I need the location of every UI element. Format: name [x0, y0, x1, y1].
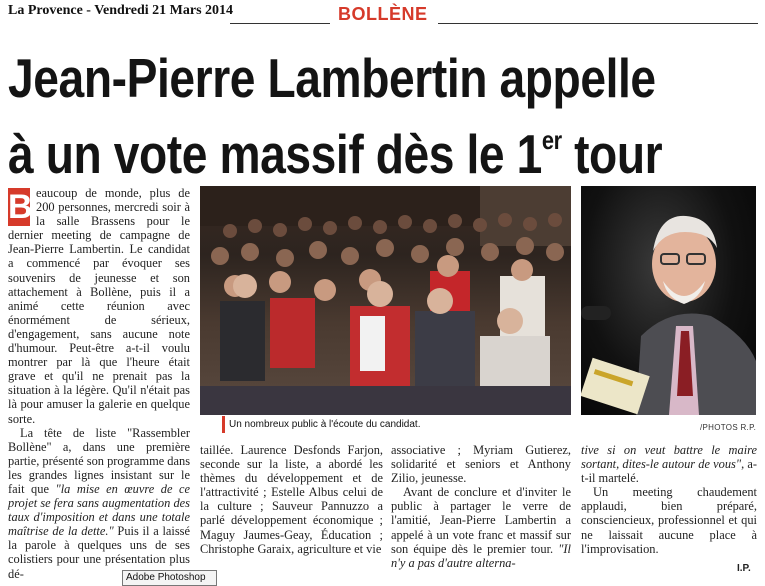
headline-line-2-end: tour	[561, 123, 663, 185]
article-quote: tive si on veut battre le maire sortant, dites-le autour de vous"	[581, 443, 757, 472]
headline-superscript: er	[541, 125, 562, 155]
article-paragraph	[8, 426, 190, 581]
article-text: , a-t-il martelé.	[581, 457, 758, 486]
photoshop-tooltip[interactable]: Adobe Photoshop	[122, 570, 217, 586]
article-column-1	[8, 186, 190, 581]
article-column-4	[581, 443, 757, 556]
headline-line-2	[8, 110, 662, 184]
article-paragraph	[391, 485, 571, 570]
audience-illustration	[200, 186, 571, 415]
headline-line-2-text: à un vote massif dès le 1	[8, 123, 542, 185]
author-signature: I.P.	[737, 563, 751, 574]
section-label: BOLLÈNE	[338, 4, 428, 24]
article-paragraph	[8, 186, 190, 426]
photo-credit: /PHOTOS R.P.	[700, 423, 757, 432]
article-text: Puis il a laissé la parole à quelques uns de ses colistiers pour une présentation plus dé-	[8, 524, 191, 581]
header-rule-left	[230, 23, 330, 24]
article-column-2	[200, 443, 383, 556]
article-paragraph	[581, 443, 757, 485]
article-text: La tête de liste "Rassembler Bollène" a, dans une première partie, présenté son programme dans les grandes lignes insistant sur le fait que	[8, 425, 191, 496]
header-rule-right	[438, 23, 758, 24]
article-text: eaucoup de monde, plus de 200 personnes, mercredi soir à la salle Brassens pour le dernier meeting de campagne de Jean-Pierre Lambertin. Le candidat a commencé par évoquer ses souvenirs de jeunesse et son attachement à Bollène, puis il a animé cette réunion avec énormément de sérieux, d'engagement, sans aucune note d'humour. Peut-être a-t-il voulu montrer par là que l'heure était grave et qu'il ne prenait pas la situation à la légère. Qu'il n'était pas là pour amuser la galerie en quelque sorte.	[8, 186, 190, 426]
drop-cap: B	[8, 188, 33, 226]
caption-accent-bar	[222, 416, 225, 433]
speaker-illustration	[581, 186, 756, 415]
article-quote: "la mise en œuvre de ce projet se fera sans augmentation des taux d'imposition et dans une totale maîtrise de la dette."	[8, 481, 190, 539]
article-column-3	[391, 443, 571, 570]
speaker-photo	[581, 186, 756, 415]
headline-line-1: Jean-Pierre Lambertin appelle	[8, 47, 656, 109]
article-text: associative ; Myriam Gutierez, solidarité et seniors et Anthony Zilio, jeunesse.	[391, 443, 571, 486]
publication-date-line: La Provence - Vendredi 21 Mars 2014	[8, 3, 234, 18]
article-text: Un meeting chaudement applaudi, bien préparé, consciencieux, professionnel et qui ne laissait aucune place à l'improvisation.	[581, 485, 757, 556]
article-quote: "Il n'y a pas d'autre alterna-	[391, 541, 571, 570]
article-text: Avant de conclure et d'inviter le public à partager le verre de l'amitié, Jean-Pierre Lambertin a appelé à un vote franc et massif sur son équipe dès le premier tour.	[391, 485, 571, 556]
audience-photo	[200, 186, 571, 415]
article-text: taillée. Laurence Desfonds Farjon, seconde sur la liste, a abordé les thèmes du développement et de l'attractivité ; Estelle Albus celui de la culture ; Sauveur Pannuzzo a parlé développement économique ; Maguy Jaumes-Geay, Éducation ; Christophe Garaix, agriculture et vie	[200, 443, 383, 556]
photo-caption: Un nombreux public à l'écoute du candidat.	[229, 419, 421, 430]
